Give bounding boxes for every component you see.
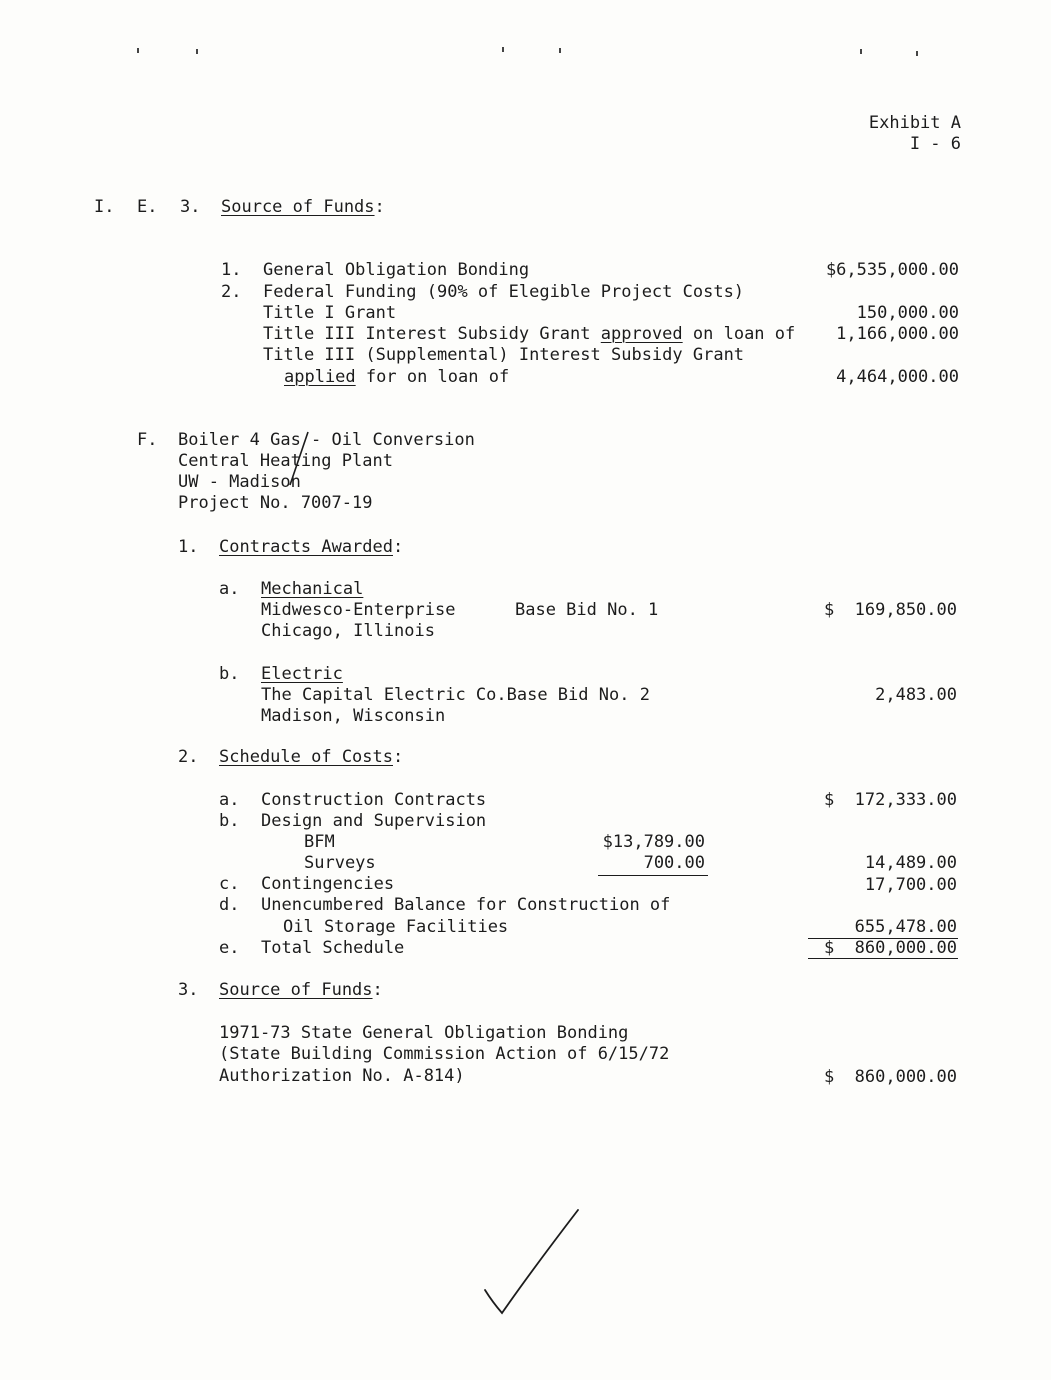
outline-number-i: I. (94, 197, 115, 217)
item-amount: 4,464,000.00 (836, 367, 959, 387)
item-label: General Obligation Bonding (263, 260, 530, 280)
cost-subamount: 700.00 (643, 853, 705, 873)
cost-label: Total Schedule (261, 938, 405, 958)
item-number: 2. (221, 282, 242, 302)
project-line: UW - Madison (178, 472, 301, 492)
source-of-funds-heading: Source of Funds (221, 197, 375, 217)
item-letter: e. (219, 938, 240, 958)
subsection-heading (219, 747, 403, 768)
speck-mark (559, 48, 561, 53)
cost-sublabel: BFM (304, 832, 335, 852)
title-iii-tail: on loan of (682, 324, 796, 344)
cost-label: Contingencies (261, 874, 395, 894)
contractor-city: Chicago, Illinois (261, 621, 435, 641)
contractor-name: The Capital Electric Co.Base Bid No. 2 (261, 685, 650, 705)
contractor-name: Midwesco-Enterprise (261, 600, 456, 620)
project-line: Project No. 7007-19 (178, 493, 373, 513)
item-amount: $ 169,850.00 (823, 600, 957, 620)
item-number: 1. (221, 260, 242, 280)
cost-amount: 14,489.00 (864, 853, 957, 873)
speck-mark (502, 47, 504, 52)
cost-label: Design and Supervision (261, 811, 487, 831)
approved-word: approved (600, 324, 683, 344)
item-letter: c. (219, 874, 240, 894)
exhibit-label: Exhibit A (868, 113, 961, 133)
cost-label: Oil Storage Facilities (283, 917, 509, 937)
funds-line: (State Building Commission Action of 6/15/72 (219, 1044, 670, 1064)
applied-word: applied (284, 367, 356, 387)
item-number: 3. (178, 980, 199, 1000)
heading-colon: : (374, 197, 385, 217)
heading-colon: : (393, 537, 404, 557)
subsection-heading (219, 537, 403, 558)
item-letter: a. (219, 579, 240, 599)
item-letter: b. (219, 664, 240, 684)
item-amount: $6,535,000.00 (825, 260, 959, 280)
total-amount: $ 860,000.00 (823, 938, 957, 958)
source-of-funds-heading: Source of Funds (219, 980, 373, 1000)
heading-colon: : (372, 980, 383, 1000)
item-number: 2. (178, 747, 199, 767)
funds-amount: $ 860,000.00 (823, 1067, 957, 1087)
speck-mark (860, 49, 862, 54)
item-label: Title III (Supplemental) Interest Subsidy Grant (263, 345, 745, 365)
cost-label: Construction Contracts (261, 790, 487, 810)
item-amount: 150,000.00 (856, 303, 959, 323)
outline-number-3: 3. (180, 197, 201, 217)
item-label (263, 324, 795, 345)
item-letter: d. (219, 895, 240, 915)
subtotal-underline (598, 875, 708, 876)
subsection-heading (219, 980, 383, 1001)
checkmark-icon (480, 1205, 590, 1315)
speck-mark (196, 49, 198, 54)
cost-subamount: $13,789.00 (602, 832, 705, 852)
cost-amount: 17,700.00 (864, 875, 957, 895)
item-letter: b. (219, 811, 240, 831)
schedule-of-costs-heading: Schedule of Costs (219, 747, 393, 767)
item-amount: 2,483.00 (875, 685, 957, 705)
item-amount: 1,166,000.00 (836, 324, 959, 344)
item-label (284, 367, 509, 388)
project-line: Central Heating Plant (178, 451, 393, 471)
handwritten-strike (286, 430, 326, 490)
item-number: 1. (178, 537, 199, 557)
cost-amount: $ 172,333.00 (823, 790, 957, 810)
applied-tail: for on loan of (355, 367, 510, 387)
outline-letter-f: F. (137, 430, 158, 450)
mechanical-heading: Mechanical (261, 579, 364, 599)
project-line: Boiler 4 Gas - Oil Conversion (178, 430, 475, 450)
cost-sublabel: Surveys (304, 853, 376, 873)
electric-heading: Electric (261, 664, 343, 684)
page-number: I - 6 (909, 134, 961, 154)
item-label: Title I Grant (263, 303, 397, 323)
speck-mark (916, 51, 918, 56)
item-letter: a. (219, 790, 240, 810)
funds-line: Authorization No. A-814) (219, 1066, 465, 1086)
heading-colon: : (393, 747, 404, 767)
cost-label: Unencumbered Balance for Construction of (261, 895, 671, 915)
contractor-city: Madison, Wisconsin (261, 706, 446, 726)
cost-amount: 655,478.00 (854, 917, 957, 937)
bid-label: Base Bid No. 1 (515, 600, 659, 620)
contracts-awarded-heading: Contracts Awarded (219, 537, 393, 557)
total-underline (808, 958, 958, 959)
item-label: Federal Funding (90% of Elegible Project Costs) (263, 282, 745, 302)
speck-mark (137, 48, 139, 53)
funds-line: 1971-73 State General Obligation Bonding (219, 1023, 629, 1043)
section-heading (221, 197, 385, 218)
outline-number-e: E. (137, 197, 158, 217)
title-iii-text: Title III Interest Subsidy Grant (263, 324, 601, 344)
